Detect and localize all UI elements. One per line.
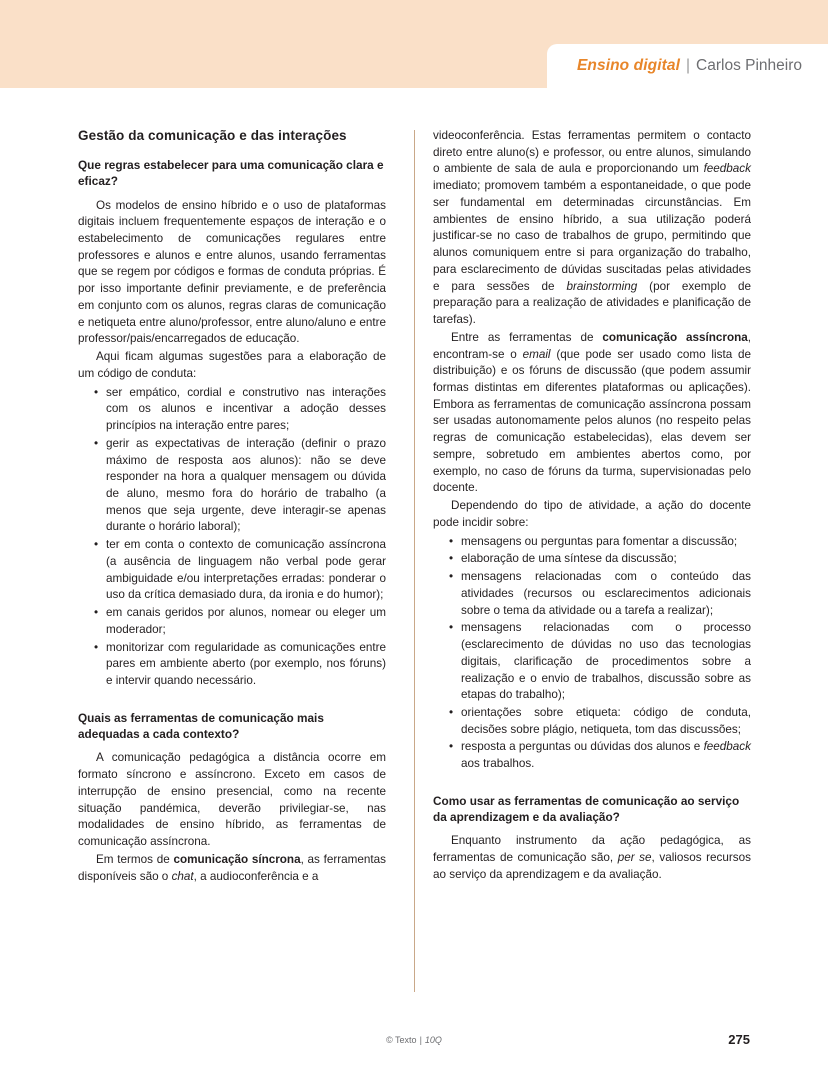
- list-item: • mensagens ou perguntas para fomentar a discussão;: [449, 534, 751, 551]
- left-column: [78, 128, 404, 1018]
- footer-separator: |: [419, 1035, 422, 1045]
- paragraph-6-pre: Entre as ferramentas de: [451, 330, 603, 344]
- paragraph-6-mid: , encontram-se o: [433, 330, 751, 361]
- teacher-actions-list: [433, 534, 751, 773]
- list-item: • monitorizar com regularidade as comunicações entre pares em ambiente aberto (por exemplo, nos fóruns) e intervir quando necessário.: [94, 640, 386, 690]
- header-band: [0, 0, 828, 88]
- term-brainstorming: brainstorming: [566, 279, 638, 293]
- term-sincrona: comunicação síncrona: [173, 852, 301, 866]
- footer-imprint: [0, 1035, 828, 1045]
- page-number: 275: [728, 1032, 750, 1047]
- subheading-question-2: Quais as ferramentas de comunicação mais adequadas a cada contexto?: [78, 710, 324, 742]
- list-item: • mensagens relacionadas com o processo (esclarecimento de dúvidas no uso das tecnologias digitais, clarificação de procedimentos sobre a realização e o envio de trabalhos, discussão sobre as etapas do trabalho);: [449, 620, 751, 704]
- book-title: Ensino digital: [576, 57, 680, 74]
- paragraph-1: Os modelos de ensino híbrido e o uso de plataformas digitais incluem frequentemente espaços de interação e o estabelecimento de comunicações regulares entre professores e alunos e entre alunos, usando ferramentas que se regem por códigos e formas de conduta próprias. É por isso importante definir previamente, e de preferência em conjunto com os alunos, regras claras de comunicação e netiqueta entre aluno/professor, entre aluno/aluno e entre professor/pais/encarregados de educação.: [78, 198, 386, 346]
- two-column-layout: [78, 128, 752, 1018]
- list-item: • gerir as expectativas de interação (definir o prazo máximo de resposta aos alunos): não se deve responder na hora a qualquer mensagem ou dúvida de aluno, mesmo fora do horário de trabalho (a menos que seja urgente, deve interagir-se apenas durante o horário laboral);: [94, 436, 386, 536]
- section-title: Gestão da comunicação e das interações: [78, 128, 347, 143]
- term-assincrona: comunicação assíncrona: [602, 330, 748, 344]
- right-column: [425, 128, 751, 1018]
- term-chat: chat: [171, 869, 194, 883]
- list-item: • em canais geridos por alunos, nomear ou eleger um moderador;: [94, 605, 386, 638]
- list-item-pre: resposta a perguntas ou dúvidas dos alunos e: [461, 740, 704, 754]
- term-feedback: feedback: [703, 162, 751, 176]
- paragraph-5: [433, 128, 751, 329]
- paragraph-4-pre: Em termos de: [96, 852, 174, 866]
- header-title-tab: [547, 44, 828, 88]
- footer-code: 10Q: [424, 1035, 442, 1045]
- list-item-post: aos trabalhos.: [461, 757, 535, 771]
- list-item: • ser empático, cordial e construtivo nas interações com os alunos e incentivar a adoção desses princípios na interação entre pares;: [94, 385, 386, 435]
- paragraph-6: [433, 330, 751, 497]
- term-email: email: [522, 347, 551, 361]
- paragraph-8-pre: Enquanto instrumento da ação pedagógica, as ferramentas de comunicação são,: [433, 834, 751, 865]
- paragraph-2: Aqui ficam algumas sugestões para a elaboração de um código de conduta:: [78, 350, 386, 380]
- list-item: [449, 739, 751, 772]
- term-perse: per se: [617, 851, 652, 865]
- paragraph-3: A comunicação pedagógica a distância ocorre em formato síncrono e assíncrono. Exceto em casos de interrupção de ensino presencial, como na recente situação pandémica, deverão privilegiar-se, nas modalidades de ensino híbrido, as ferramentas de comunicação assíncrona.: [78, 751, 386, 849]
- paragraph-5-pre: videoconferência. Estas ferramentas permitem o contacto direto entre aluno(s) e professor, ou entre alunos, simulando o ambiente de sala de aula e proporcionando um: [433, 129, 751, 176]
- book-author: Carlos Pinheiro: [696, 57, 802, 74]
- subheading-question-1: Que regras estabelecer para uma comunicação clara e eficaz?: [78, 158, 384, 189]
- header-separator: |: [686, 57, 691, 74]
- paragraph-4-mid: , as ferramentas disponíveis são o: [78, 852, 386, 883]
- term-feedback-2: feedback: [703, 740, 751, 754]
- paragraph-4-end: , a audioconferência e a: [193, 869, 319, 883]
- conduct-code-list: [78, 385, 386, 690]
- list-item: • elaboração de uma síntese da discussão;: [449, 551, 751, 568]
- subheading-question-3: Como usar as ferramentas de comunicação ao serviço da aprendizagem e da avaliação?: [433, 793, 740, 825]
- paragraph-7: Dependendo do tipo de atividade, a ação do docente pode incidir sobre:: [433, 499, 751, 529]
- paragraph-8-post: , valiosos recursos ao serviço da aprendizagem e da avaliação.: [433, 851, 751, 881]
- paragraph-5-post2: (por exemplo de preparação para a realização de atividades e planificação de tarefas).: [433, 279, 751, 327]
- list-item: • ter em conta o contexto de comunicação assíncrona (a ausência de linguagem não verbal pode gerar ambiguidade e/ou interpretações erradas: ponderar o uso da crítica demasiado dura, da ironia e do humor);: [94, 537, 386, 604]
- paragraph-6-post: (que pode ser usado como lista de distribuição) e os fóruns de discussão (que podem assumir formas distintas em diferentes plataformas ou aplicações). Embora as ferramentas de comunicação assíncrona possam ser usadas autonomamente pelos alunos (no respeito pelas regras de comunicação estabelecidas), elas devem ser sempre, sobretudo em ambientes abertos como, por exemplo, no caso de fóruns da turma, supervisionadas pelo docente.: [433, 347, 751, 495]
- list-item: • orientações sobre etiqueta: código de conduta, decisões sobre plágio, netiqueta, tom das discussões;: [449, 705, 751, 738]
- paragraph-5-post: imediato; promovem também a espontaneidade, o que pode ser fundamental em determinadas circunstâncias. Em ambientes de ensino híbrido, a sua utilização poderá justificar-se no caso de trabalhos de grupo, permitindo que alunos comuniquem entre si para organização do trabalho, para esclarecimento de dúvidas suscitadas pelas atividades e para sessões de: [433, 179, 751, 293]
- column-divider: [414, 130, 415, 992]
- page-footer: [0, 1032, 828, 1055]
- footer-copyright: © Texto: [386, 1035, 417, 1045]
- list-item: • mensagens relacionadas com o conteúdo das atividades (recursos ou esclarecimentos adicionais sobre o tema da atividade ou a tarefa a realizar);: [449, 569, 751, 619]
- paragraph-8: [433, 833, 751, 883]
- page-body: [0, 88, 828, 1077]
- paragraph-4: [78, 852, 386, 885]
